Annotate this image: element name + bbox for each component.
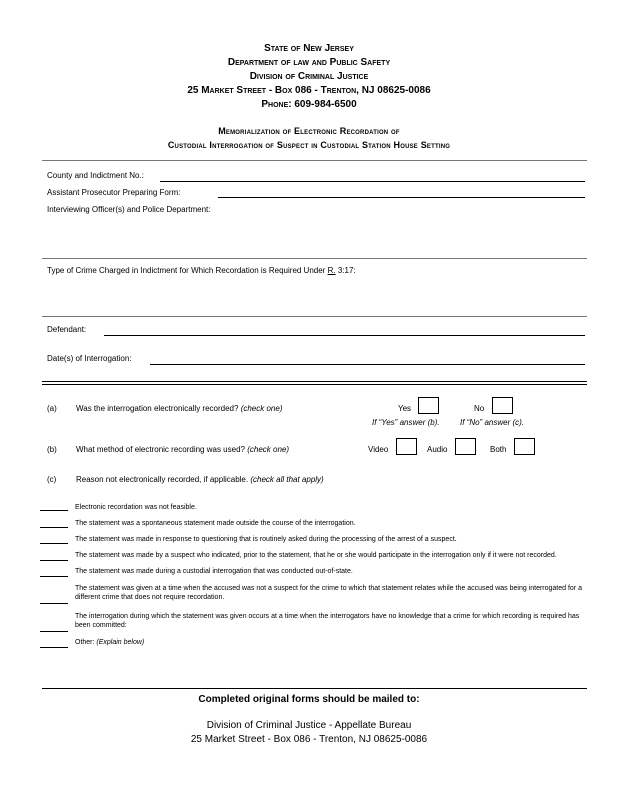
footer-title: Completed original forms should be mailed to: — [198, 694, 420, 705]
dates-field[interactable] — [150, 364, 585, 365]
reason-1: Electronic recordation was not feasible. — [75, 504, 197, 511]
header-department: Department of law and Public Safety — [227, 57, 391, 68]
county-label: County and Indictment No.: — [47, 171, 144, 180]
yes-checkbox[interactable] — [418, 397, 439, 414]
question-c-marker: (c) — [47, 475, 57, 484]
prosecutor-field[interactable] — [218, 197, 585, 198]
reason-blank-6[interactable] — [40, 603, 68, 604]
divider-double-2 — [42, 384, 587, 385]
dates-label: Date(s) of Interrogation: — [47, 354, 132, 363]
crime-rule: R. — [327, 266, 336, 275]
officers-field[interactable] — [220, 205, 585, 250]
reason-blank-7[interactable] — [40, 631, 68, 632]
question-a-text — [76, 404, 282, 414]
header-address: 25 Market Street - Box 086 - Trenton, NJ 08625-0086 — [187, 85, 431, 96]
reason-7: The interrogation during which the statement was given occurs at a time when the interrogators have no knowledge that a crime for which recording is required has been committed: — [75, 613, 580, 629]
question-b-hint: (check one) — [247, 445, 290, 454]
no-checkbox[interactable] — [492, 397, 513, 414]
reason-blank-3[interactable] — [40, 543, 68, 544]
header-phone: Phone: 609-984-6500 — [261, 99, 357, 110]
crime-label-prefix: Type of Crime Charged in Indictment for Which Recordation is Required Under — [47, 266, 326, 275]
question-b-marker: (b) — [47, 445, 57, 454]
question-b-label: What method of electronic recording was used? — [76, 445, 245, 454]
question-c-label: Reason not electronically recorded, if applicable. — [76, 475, 249, 484]
reason-blank-5[interactable] — [40, 576, 68, 577]
form-title-line2: Custodial Interrogation of Suspect in Custodial Station House Setting — [167, 140, 451, 150]
defendant-label: Defendant: — [47, 325, 87, 334]
reason-3: The statement was made in response to questioning that is routinely asked during the processing of the arrest of a suspect. — [75, 536, 457, 543]
header-state: State of New Jersey — [264, 43, 354, 54]
header-division: Division of Criminal Justice — [249, 71, 369, 82]
crime-field[interactable] — [375, 266, 585, 311]
yes-label: Yes — [398, 404, 412, 413]
question-b-text — [76, 445, 289, 455]
both-label: Both — [490, 445, 507, 454]
question-c-hint: (check all that apply) — [250, 475, 324, 484]
reason-blank-2[interactable] — [40, 527, 68, 528]
reason-2: The statement was a spontaneous statement made outside the course of the interrogation. — [75, 520, 356, 527]
footer-divider — [42, 688, 587, 689]
footer-line1: Division of Criminal Justice - Appellate Bureau — [206, 720, 412, 731]
top-divider — [42, 160, 587, 161]
reason-6: The statement was given at a time when the accused was not a suspect for the crime to which that statement relates while the accused was being interrogated for a different crime that does not require recordation. — [75, 585, 582, 601]
audio-label: Audio — [427, 445, 448, 454]
crime-label — [47, 266, 356, 276]
other-blank[interactable] — [40, 647, 68, 648]
no-label: No — [474, 404, 485, 413]
no-note: If “No” answer (c). — [460, 418, 525, 427]
question-a-marker: (a) — [47, 404, 57, 413]
form-title-line1: Memorialization of Electronic Recordation of — [218, 126, 400, 136]
defendant-field[interactable] — [104, 335, 585, 336]
both-checkbox[interactable] — [514, 438, 535, 455]
yes-note: If “Yes” answer (b). — [372, 418, 440, 427]
footer-line2: 25 Market Street - Box 086 - Trenton, NJ 08625-0086 — [190, 734, 428, 745]
video-checkbox[interactable] — [396, 438, 417, 455]
question-c-text — [76, 475, 324, 485]
reason-4: The statement was made by a suspect who indicated, prior to the statement, that he or she would participate in the interrogation only if it were not recorded. — [75, 552, 557, 559]
video-label: Video — [368, 445, 389, 454]
divider-2 — [42, 258, 587, 259]
other-hint: (Explain below) — [96, 639, 145, 646]
officers-label: Interviewing Officer(s) and Police Department: — [47, 205, 211, 214]
reason-blank-4[interactable] — [40, 560, 68, 561]
divider-double-1 — [42, 381, 587, 382]
question-a-label: Was the interrogation electronically recorded? — [76, 404, 239, 413]
divider-3 — [42, 316, 587, 317]
reason-5: The statement was made during a custodial interrogation that was conducted out-of-state. — [75, 568, 353, 575]
prosecutor-label: Assistant Prosecutor Preparing Form: — [47, 188, 181, 197]
audio-checkbox[interactable] — [455, 438, 476, 455]
question-a-hint: (check one) — [240, 404, 283, 413]
county-field[interactable] — [160, 181, 585, 182]
reason-blank-1[interactable] — [40, 510, 68, 511]
other-reason — [75, 638, 595, 647]
other-label: Other: — [75, 639, 95, 646]
crime-label-suffix: 3:17: — [337, 266, 356, 275]
